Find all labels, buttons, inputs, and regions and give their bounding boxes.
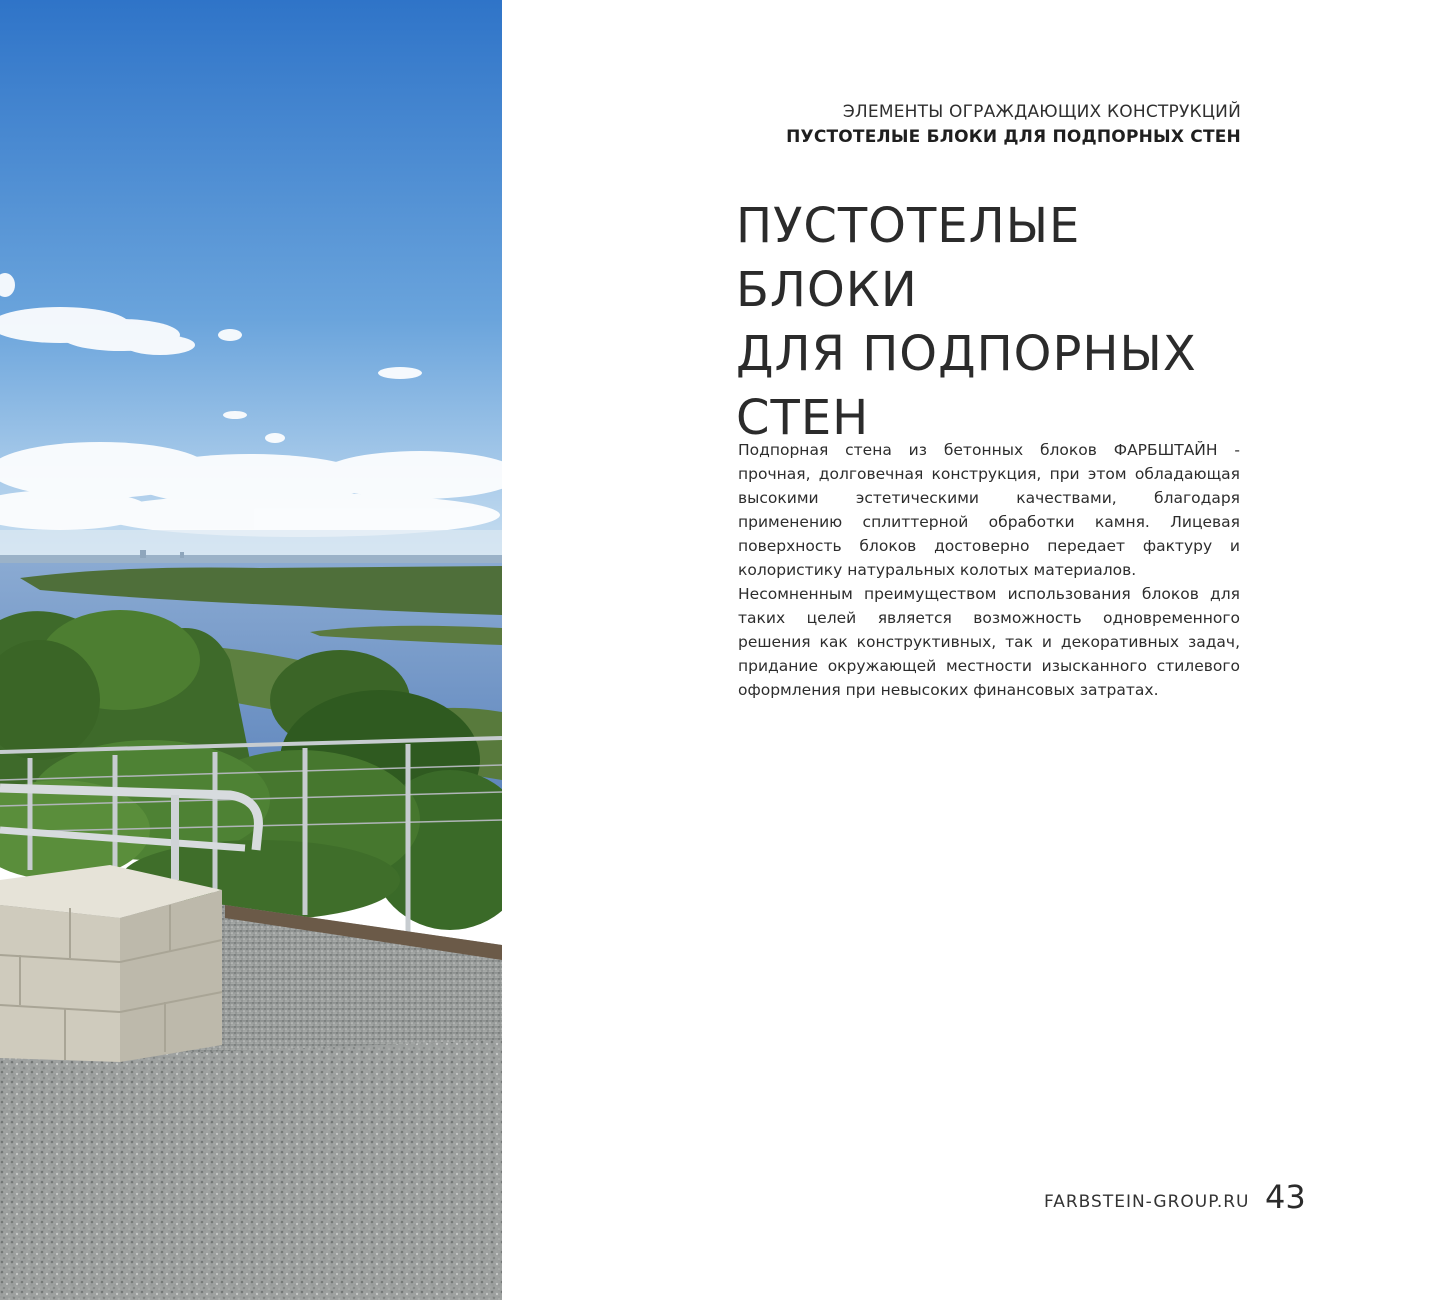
section-label: ЭЛЕМЕНТЫ ОГРАЖДАЮЩИХ КОНСТРУКЦИЙ	[842, 102, 1241, 122]
page-number: 43	[1265, 1178, 1306, 1216]
title-line: ПУСТОТЕЛЫЕ БЛОКИ	[736, 198, 1081, 318]
subsection-label: ПУСТОТЕЛЫЕ БЛОКИ ДЛЯ ПОДПОРНЫХ СТЕН	[786, 127, 1241, 147]
title-line: СТЕН	[736, 390, 870, 446]
section-header	[786, 100, 1241, 150]
page-title	[736, 194, 1256, 450]
stone-block-wall	[0, 865, 222, 1062]
title-line: ДЛЯ ПОДПОРНЫХ	[736, 326, 1197, 382]
paragraph: Подпорная стена из бетонных блоков ФАРБШТАЙН - прочная, долговечная конструкция, при этом обладающая высокими эстетическими качествами, благодаря применению сплиттерной обработки камня. Лицевая поверхность блоков достоверно передает фактуру и колористику натуральных колотых материалов.	[738, 441, 1240, 579]
paragraph: Несомненным преимуществом использования блоков для таких целей является возможность одновременного решения как конструктивных, так и декоративных задач, придание окружающей местности изысканного стилевого оформления при невысоких финансовых затратах.	[738, 585, 1240, 699]
landscape-photo	[0, 0, 502, 1300]
website-link[interactable]: FARBSTEIN-GROUP.RU	[1044, 1192, 1250, 1212]
body-text	[738, 438, 1240, 702]
